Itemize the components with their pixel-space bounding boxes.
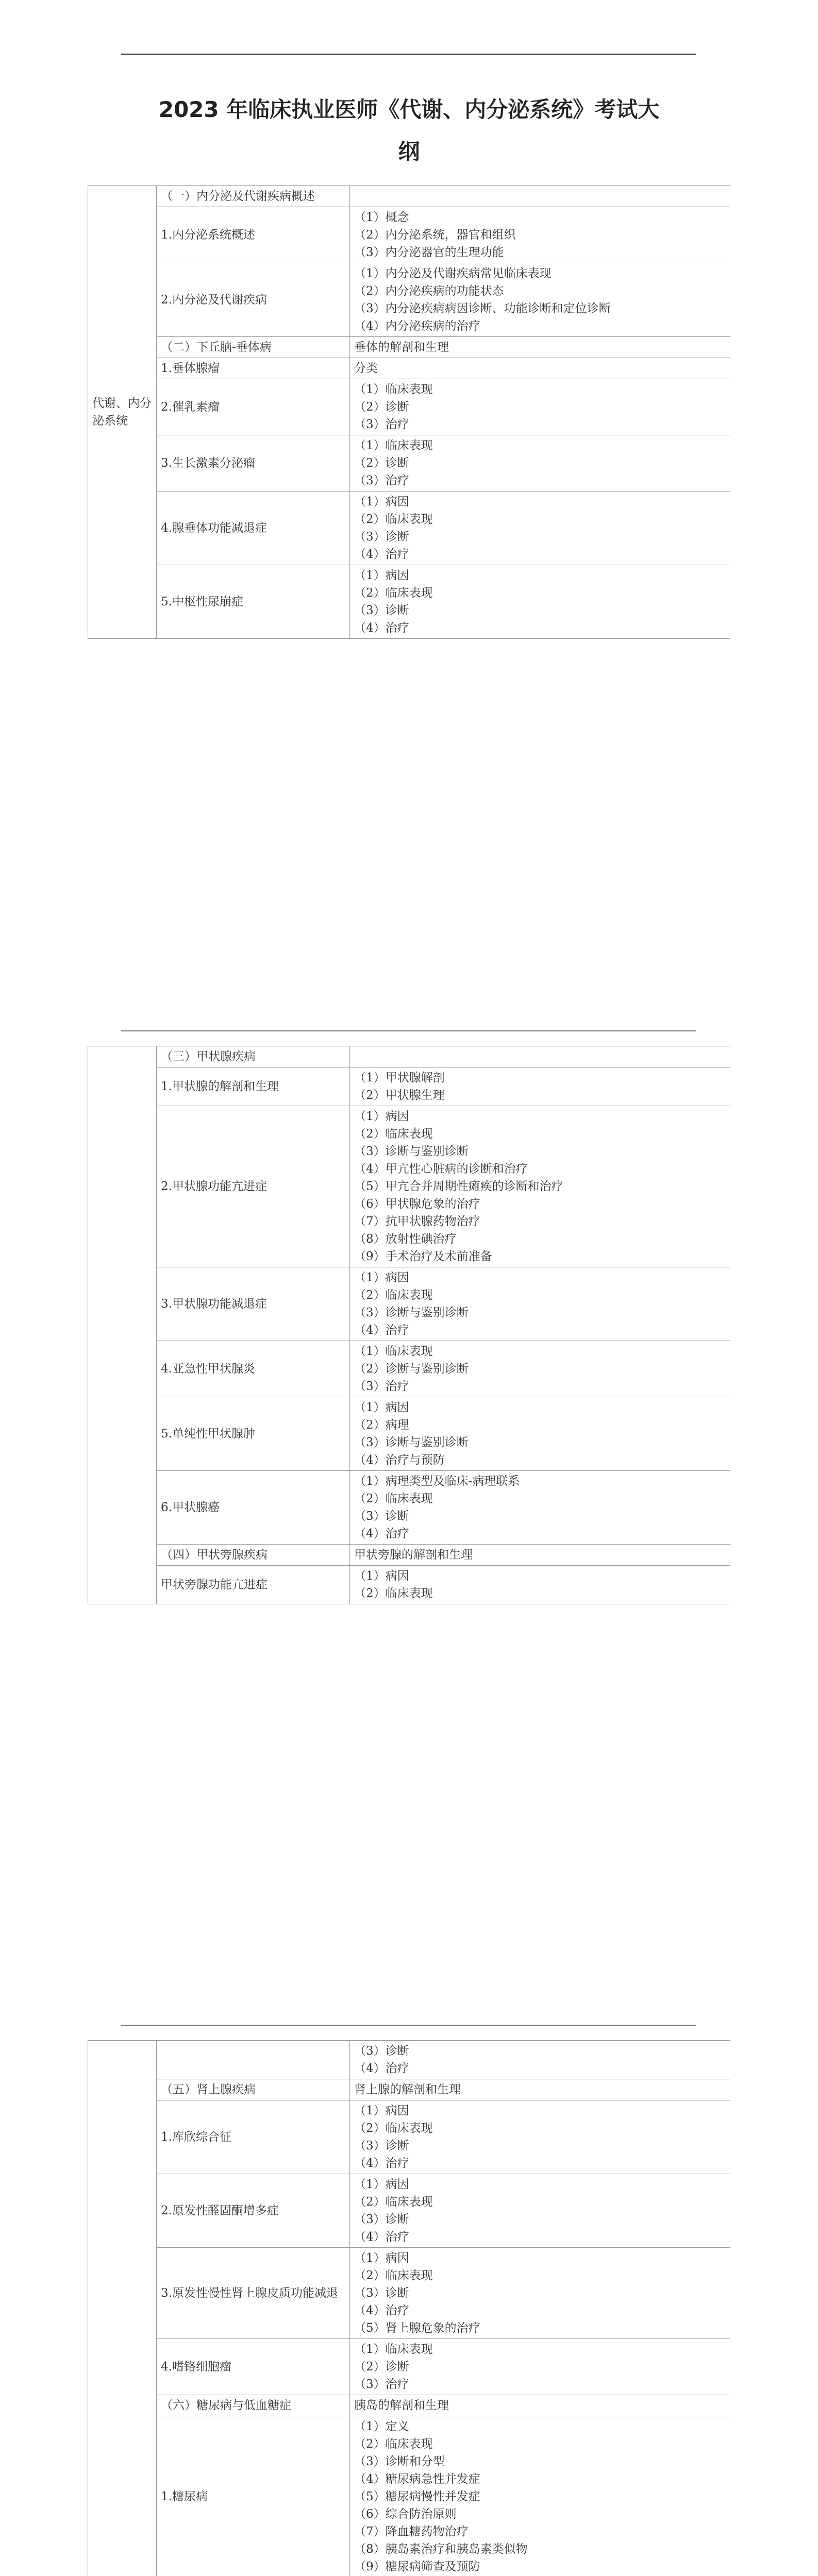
- topic-cell: 5.中枢性尿崩症: [157, 565, 350, 639]
- requirement-item: （3）治疗: [354, 474, 409, 487]
- requirement-item: （3）诊断和分型: [354, 2455, 445, 2468]
- requirement-item: （3）诊断: [354, 2213, 409, 2226]
- requirement-item: 分类: [354, 362, 378, 375]
- topic-cell: 1.库欣综合征: [157, 2100, 350, 2174]
- requirement-item: （1）临床表现: [354, 1345, 433, 1358]
- requirement-cell: [350, 337, 731, 358]
- requirement-item: （4）治疗: [354, 1324, 409, 1337]
- requirement-item: （2）临床表现: [354, 2195, 433, 2209]
- requirement-item: （7）降血糖药物治疗: [354, 2525, 469, 2538]
- topic-cell: 2.内分泌及代谢疾病: [157, 263, 350, 337]
- topic-cell: 2.原发性醛固酮增多症: [157, 2174, 350, 2248]
- syllabus-table: [88, 2040, 730, 2576]
- requirement-cell: [350, 435, 731, 492]
- requirement-item: （3）诊断: [354, 530, 409, 544]
- table-row: [88, 1545, 731, 1566]
- requirement-item: （1）临床表现: [354, 383, 433, 396]
- requirement-item: （3）内分泌疾病病因诊断、功能诊断和定位诊断: [354, 302, 611, 315]
- requirement-item: （4）甲亢性心脏病的诊断和治疗: [354, 1162, 528, 1176]
- table-row: [88, 379, 731, 435]
- topic-cell: 3.甲状腺功能减退症: [157, 1267, 350, 1341]
- syllabus-page-1: [88, 185, 730, 1030]
- table-row: [88, 435, 731, 492]
- syllabus-page-3: [88, 2040, 730, 2576]
- topic-cell: 5.单纯性甲状腺肿: [157, 1397, 350, 1471]
- requirement-item: （5）糖尿病慢性并发症: [354, 2490, 480, 2503]
- requirement-item: （2）诊断: [354, 456, 409, 470]
- requirement-item: （3）治疗: [354, 1380, 409, 1393]
- requirement-item: （1）临床表现: [354, 2343, 433, 2356]
- page-separator: [121, 2025, 696, 2026]
- requirement-item: （4）糖尿病急性并发症: [354, 2472, 480, 2486]
- requirement-cell: [350, 186, 731, 207]
- requirement-item: （1）病因: [354, 2178, 409, 2191]
- requirement-item: （1）甲状腺解剖: [354, 1071, 445, 1084]
- requirement-item: （1）病因: [354, 569, 409, 582]
- requirement-cell: [350, 379, 731, 435]
- requirement-item: （2）内分泌系统，器官和组织: [354, 228, 516, 242]
- syllabus-page-2: [88, 1046, 730, 2014]
- page-separator: [121, 1030, 696, 1031]
- requirement-item: （8）胰岛素治疗和胰岛素类似物: [354, 2543, 528, 2556]
- topic-cell: （六）糖尿病与低血糖症: [157, 2395, 350, 2416]
- requirement-item: （8）放射性碘治疗: [354, 1232, 457, 1246]
- requirement-item: （2）病理: [354, 1418, 409, 1432]
- requirement-item: （3）诊断: [354, 1510, 409, 1523]
- requirement-item: （2）临床表现: [354, 586, 433, 600]
- requirement-item: （4）治疗: [354, 1527, 409, 1540]
- requirement-cell: [350, 1106, 731, 1267]
- title-rule: [121, 54, 696, 55]
- requirement-cell: [350, 1067, 731, 1106]
- requirement-item: （6）甲状腺危象的治疗: [354, 1197, 480, 1211]
- requirement-cell: [350, 1566, 731, 1604]
- requirement-item: （4）内分泌疾病的治疗: [354, 319, 480, 333]
- topic-cell: 4.亚急性甲状腺炎: [157, 1341, 350, 1397]
- requirement-cell: [350, 1397, 731, 1471]
- requirement-item: （3）诊断与鉴别诊断: [354, 1306, 469, 1319]
- requirement-cell: [350, 2416, 731, 2576]
- requirement-cell: [350, 1267, 731, 1341]
- document-title: [88, 89, 730, 173]
- table-row: [88, 1067, 731, 1106]
- requirement-item: （2）诊断: [354, 400, 409, 414]
- table-row: [88, 2079, 731, 2100]
- topic-cell: 4.嗜铬细胞瘤: [157, 2339, 350, 2395]
- requirement-item: （5）肾上腺危象的治疗: [354, 2321, 480, 2335]
- requirement-item: （4）治疗: [354, 621, 409, 635]
- table-row: [88, 492, 731, 565]
- table-row: [88, 2416, 731, 2576]
- requirement-cell: [350, 1471, 731, 1545]
- requirement-item: 甲状旁腺的解剖和生理: [354, 1548, 473, 1562]
- table-row: [88, 2339, 731, 2395]
- table-row: [88, 1267, 731, 1341]
- requirement-cell: [350, 1545, 731, 1566]
- table-row: [88, 207, 731, 263]
- requirement-item: （1）病因: [354, 1401, 409, 1414]
- table-row: [88, 337, 731, 358]
- requirement-item: （1）病因: [354, 1110, 409, 1123]
- requirement-item: （2）诊断: [354, 2360, 409, 2374]
- topic-cell: 1.糖尿病: [157, 2416, 350, 2576]
- table-row: [88, 2100, 731, 2174]
- table-row: [88, 2248, 731, 2339]
- requirement-item: （3）治疗: [354, 2378, 409, 2391]
- table-row: [88, 1471, 731, 1545]
- requirement-cell: [350, 2395, 731, 2416]
- requirement-cell: [350, 2079, 731, 2100]
- topic-cell: 3.原发性慢性肾上腺皮质功能减退: [157, 2248, 350, 2339]
- requirement-item: （2）临床表现: [354, 2269, 433, 2282]
- requirement-item: （2）临床表现: [354, 1289, 433, 1302]
- requirement-cell: [350, 2100, 731, 2174]
- requirement-item: （2）甲状腺生理: [354, 1089, 445, 1102]
- requirement-item: （3）诊断: [354, 604, 409, 617]
- topic-cell: 2.甲状腺功能亢进症: [157, 1106, 350, 1267]
- requirement-item: 垂体的解剖和生理: [354, 341, 449, 354]
- requirement-item: （1）病因: [354, 2251, 409, 2265]
- requirement-item: （3）治疗: [354, 418, 409, 431]
- topic-cell: （五）肾上腺疾病: [157, 2079, 350, 2100]
- syllabus-table: [88, 1046, 730, 1604]
- table-row: [88, 1341, 731, 1397]
- requirement-cell: [350, 263, 731, 337]
- table-row: [88, 2041, 731, 2079]
- system-cell: [88, 1046, 157, 1604]
- requirement-cell: [350, 358, 731, 379]
- requirement-item: （4）治疗: [354, 2157, 409, 2170]
- table-row: [88, 1106, 731, 1267]
- requirement-item: （2）临床表现: [354, 2122, 433, 2135]
- table-row: [88, 1566, 731, 1604]
- requirement-cell: [350, 2041, 731, 2079]
- system-cell: [88, 2041, 157, 2576]
- requirement-item: （1）病因: [354, 1569, 409, 1583]
- requirement-cell: [350, 207, 731, 263]
- topic-cell: （二）下丘脑-垂体病: [157, 337, 350, 358]
- requirement-item: 肾上腺的解剖和生理: [354, 2083, 461, 2096]
- requirement-cell: [350, 2248, 731, 2339]
- requirement-item: 胰岛的解剖和生理: [354, 2399, 449, 2412]
- requirement-item: （2）临床表现: [354, 513, 433, 526]
- requirement-item: （1）内分泌及代谢疾病常见临床表现: [354, 267, 552, 280]
- topic-cell: （三）甲状腺疾病: [157, 1046, 350, 1067]
- topic-cell: 1.垂体腺瘤: [157, 358, 350, 379]
- requirement-item: （2）临床表现: [354, 1492, 433, 1505]
- requirement-item: （1）临床表现: [354, 439, 433, 452]
- topic-cell: 甲状旁腺功能亢进症: [157, 1566, 350, 1604]
- table-row: [88, 2395, 731, 2416]
- requirement-item: （3）诊断: [354, 2139, 409, 2153]
- table-row: [88, 2174, 731, 2248]
- table-row: [88, 1046, 731, 1067]
- requirement-item: （2）临床表现: [354, 1127, 433, 1141]
- requirement-item: （3）内分泌器官的生理功能: [354, 246, 504, 259]
- requirement-item: （9）手术治疗及术前准备: [354, 1250, 492, 1263]
- topic-cell: （四）甲状旁腺疾病: [157, 1545, 350, 1566]
- requirement-cell: [350, 1046, 731, 1067]
- topic-cell: 1.甲状腺的解剖和生理: [157, 1067, 350, 1106]
- topic-cell: 4.腺垂体功能减退症: [157, 492, 350, 565]
- requirement-item: （4）治疗与预防: [354, 1453, 445, 1467]
- title-line-2: 纲: [398, 139, 420, 164]
- requirement-item: （9）糖尿病筛查及预防: [354, 2560, 480, 2573]
- requirement-cell: [350, 565, 731, 639]
- requirement-cell: [350, 1341, 731, 1397]
- requirement-item: （1）病因: [354, 2104, 409, 2117]
- requirement-item: （3）诊断: [354, 2044, 409, 2058]
- table-row: [88, 186, 731, 207]
- requirement-item: （4）治疗: [354, 2062, 409, 2075]
- topic-cell: 2.催乳素瘤: [157, 379, 350, 435]
- table-row: [88, 263, 731, 337]
- requirement-item: （4）治疗: [354, 2230, 409, 2244]
- requirement-item: （4）治疗: [354, 548, 409, 561]
- topic-cell: 6.甲状腺癌: [157, 1471, 350, 1545]
- requirement-item: （2）内分泌疾病的功能状态: [354, 284, 504, 298]
- table-row: [88, 1397, 731, 1471]
- requirement-cell: [350, 2174, 731, 2248]
- requirement-item: （2）诊断与鉴别诊断: [354, 1362, 469, 1376]
- table-row: [88, 565, 731, 639]
- topic-cell: 1.内分泌系统概述: [157, 207, 350, 263]
- requirement-item: （3）诊断与鉴别诊断: [354, 1436, 469, 1449]
- requirement-item: （5）甲亢合并周期性瘫痪的诊断和治疗: [354, 1180, 563, 1193]
- topic-cell: 3.生长激素分泌瘤: [157, 435, 350, 492]
- requirement-item: （1）概念: [354, 211, 409, 224]
- requirement-item: （6）综合防治原则: [354, 2507, 457, 2521]
- requirement-item: （3）诊断: [354, 2286, 409, 2300]
- requirement-cell: [350, 2339, 731, 2395]
- requirement-item: （1）病因: [354, 1271, 409, 1284]
- requirement-cell: [350, 492, 731, 565]
- requirement-item: （3）诊断与鉴别诊断: [354, 1145, 469, 1158]
- requirement-item: （2）临床表现: [354, 1587, 433, 1600]
- requirement-item: （7）抗甲状腺药物治疗: [354, 1215, 480, 1228]
- syllabus-table: [88, 185, 730, 639]
- requirement-item: （1）病因: [354, 495, 409, 509]
- requirement-item: （4）治疗: [354, 2304, 409, 2317]
- topic-cell: [157, 2041, 350, 2079]
- requirement-item: （2）临床表现: [354, 2437, 433, 2451]
- system-cell: 代谢、内分泌系统: [88, 186, 157, 639]
- table-row: [88, 358, 731, 379]
- requirement-item: （1）定义: [354, 2420, 409, 2433]
- topic-cell: （一）内分泌及代谢疾病概述: [157, 186, 350, 207]
- requirement-item: （1）病理类型及临床-病理联系: [354, 1475, 520, 1488]
- title-line-1: 2023 年临床执业医师《代谢、内分泌系统》考试大: [158, 97, 660, 122]
